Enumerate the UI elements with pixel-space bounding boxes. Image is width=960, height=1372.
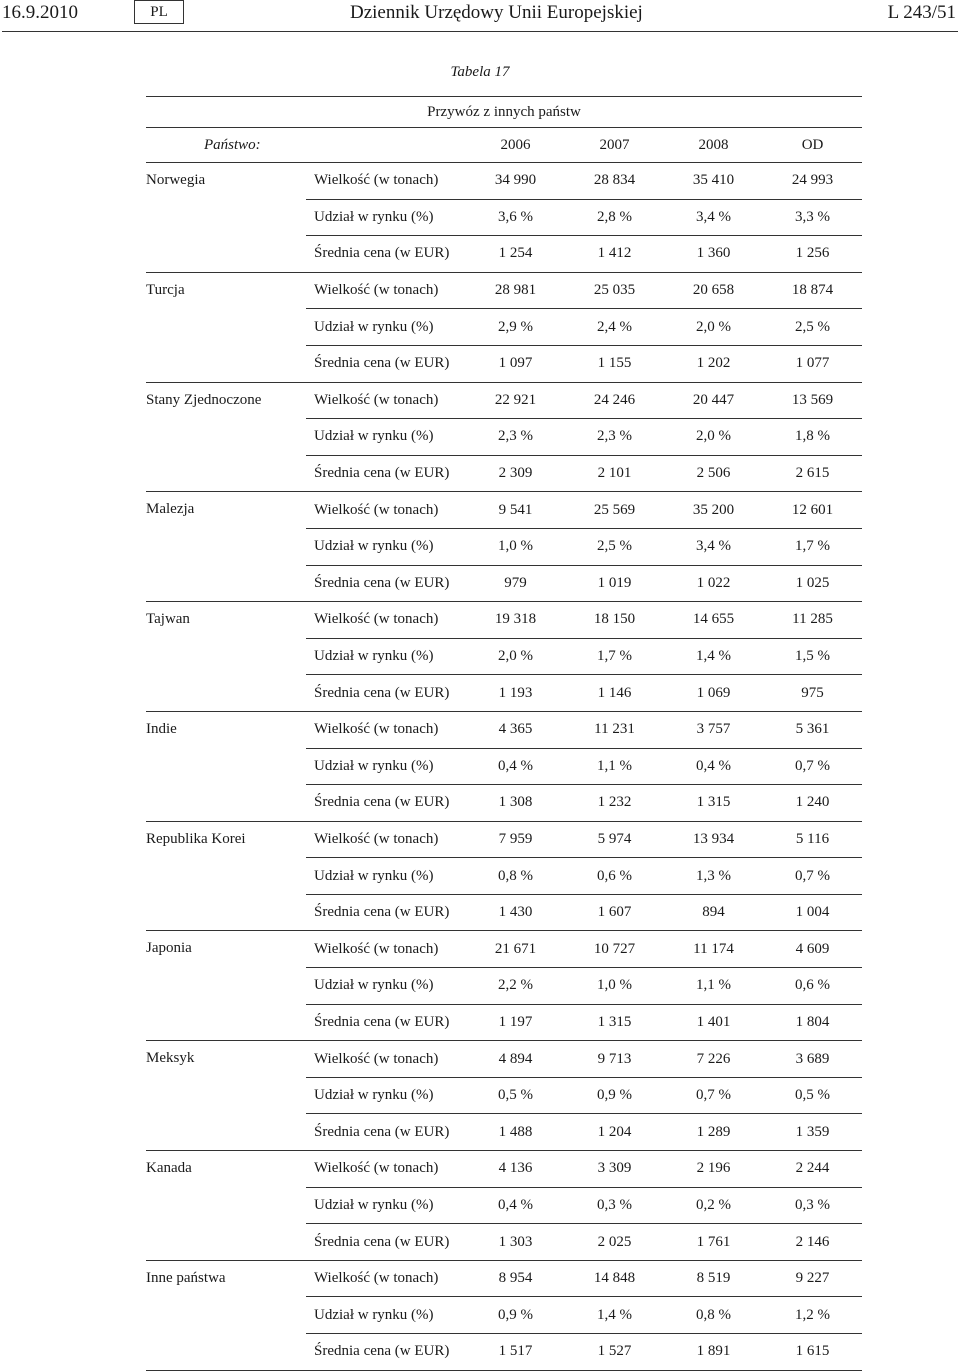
publication-date: 16.9.2010 (2, 2, 78, 23)
year-header: OD (763, 128, 862, 163)
value-cell: 1 025 (763, 565, 862, 602)
value-cell: 1 202 (664, 345, 763, 382)
value-cell: 1 289 (664, 1114, 763, 1151)
value-cell: 3 757 (664, 711, 763, 748)
table-row (146, 1041, 862, 1078)
value-cell: 1 004 (763, 894, 862, 931)
year-header: 2007 (565, 128, 664, 163)
metric-label: Udział w rynku (%) (306, 309, 466, 346)
table-row (146, 163, 862, 200)
metric-label: Wielkość (w tonach) (306, 821, 466, 858)
value-cell: 1 315 (565, 1004, 664, 1041)
country-name: Malezja (146, 492, 306, 602)
metric-label: Udział w rynku (%) (306, 1187, 466, 1224)
country-column-header: Państwo: (146, 128, 466, 163)
value-cell: 1,4 % (664, 638, 763, 675)
value-cell: 1 019 (565, 565, 664, 602)
value-cell: 7 959 (466, 821, 565, 858)
value-cell: 19 318 (466, 602, 565, 639)
value-cell: 2,5 % (565, 528, 664, 565)
value-cell: 1 197 (466, 1004, 565, 1041)
value-cell: 14 848 (565, 1260, 664, 1297)
value-cell: 2 309 (466, 455, 565, 492)
metric-label: Udział w rynku (%) (306, 528, 466, 565)
value-cell: 0,5 % (763, 1077, 862, 1114)
table-row (146, 711, 862, 748)
table-subheading-row (146, 97, 862, 128)
column-header-row (146, 128, 862, 163)
value-cell: 0,5 % (466, 1077, 565, 1114)
value-cell: 14 655 (664, 602, 763, 639)
value-cell: 3 689 (763, 1041, 862, 1078)
value-cell: 18 150 (565, 602, 664, 639)
value-cell: 3 309 (565, 1151, 664, 1188)
value-cell: 24 993 (763, 163, 862, 200)
value-cell: 1 077 (763, 345, 862, 382)
value-cell: 1 607 (565, 894, 664, 931)
value-cell: 11 285 (763, 602, 862, 639)
value-cell: 1 254 (466, 236, 565, 273)
value-cell: 1,7 % (565, 638, 664, 675)
metric-label: Wielkość (w tonach) (306, 711, 466, 748)
value-cell: 13 934 (664, 821, 763, 858)
value-cell: 28 981 (466, 272, 565, 309)
value-cell: 18 874 (763, 272, 862, 309)
metric-label: Wielkość (w tonach) (306, 382, 466, 419)
value-cell: 1,0 % (565, 968, 664, 1005)
value-cell: 11 231 (565, 711, 664, 748)
metric-label: Udział w rynku (%) (306, 638, 466, 675)
value-cell: 1 022 (664, 565, 763, 602)
value-cell: 5 361 (763, 711, 862, 748)
value-cell: 0,3 % (763, 1187, 862, 1224)
value-cell: 1 146 (565, 675, 664, 712)
import-table (146, 96, 862, 1371)
value-cell: 0,8 % (664, 1297, 763, 1334)
value-cell: 1 240 (763, 785, 862, 822)
value-cell: 979 (466, 565, 565, 602)
value-cell: 3,4 % (664, 199, 763, 236)
metric-label: Średnia cena (w EUR) (306, 675, 466, 712)
country-name: Meksyk (146, 1041, 306, 1151)
value-cell: 1 303 (466, 1224, 565, 1261)
value-cell: 2,9 % (466, 309, 565, 346)
value-cell: 20 447 (664, 382, 763, 419)
value-cell: 13 569 (763, 382, 862, 419)
value-cell: 35 410 (664, 163, 763, 200)
table-row (146, 1151, 862, 1188)
table-body (146, 163, 862, 1371)
metric-label: Wielkość (w tonach) (306, 1260, 466, 1297)
value-cell: 21 671 (466, 931, 565, 968)
metric-label: Wielkość (w tonach) (306, 163, 466, 200)
value-cell: 1,5 % (763, 638, 862, 675)
header-rule (2, 31, 958, 32)
value-cell: 2,0 % (466, 638, 565, 675)
table-row (146, 931, 862, 968)
value-cell: 4 894 (466, 1041, 565, 1078)
metric-label: Średnia cena (w EUR) (306, 894, 466, 931)
value-cell: 0,7 % (763, 858, 862, 895)
value-cell: 0,4 % (466, 748, 565, 785)
value-cell: 20 658 (664, 272, 763, 309)
value-cell: 34 990 (466, 163, 565, 200)
metric-label: Wielkość (w tonach) (306, 602, 466, 639)
year-header: 2006 (466, 128, 565, 163)
value-cell: 1 204 (565, 1114, 664, 1151)
metric-label: Udział w rynku (%) (306, 419, 466, 456)
value-cell: 2 101 (565, 455, 664, 492)
metric-label: Średnia cena (w EUR) (306, 1004, 466, 1041)
metric-label: Wielkość (w tonach) (306, 272, 466, 309)
value-cell: 0,4 % (664, 748, 763, 785)
value-cell: 7 226 (664, 1041, 763, 1078)
value-cell: 8 519 (664, 1260, 763, 1297)
country-name: Indie (146, 711, 306, 821)
value-cell: 2 196 (664, 1151, 763, 1188)
value-cell: 1 155 (565, 345, 664, 382)
country-name: Inne państwa (146, 1260, 306, 1370)
value-cell: 894 (664, 894, 763, 931)
table-row (146, 821, 862, 858)
value-cell: 9 713 (565, 1041, 664, 1078)
table-row (146, 492, 862, 529)
value-cell: 1 488 (466, 1114, 565, 1151)
value-cell: 9 541 (466, 492, 565, 529)
value-cell: 1 891 (664, 1334, 763, 1371)
value-cell: 1,0 % (466, 528, 565, 565)
value-cell: 1 308 (466, 785, 565, 822)
value-cell: 2,0 % (664, 419, 763, 456)
value-cell: 1 097 (466, 345, 565, 382)
metric-label: Wielkość (w tonach) (306, 931, 466, 968)
value-cell: 0,9 % (466, 1297, 565, 1334)
metric-label: Średnia cena (w EUR) (306, 1114, 466, 1151)
metric-label: Średnia cena (w EUR) (306, 565, 466, 602)
metric-label: Udział w rynku (%) (306, 1297, 466, 1334)
value-cell: 1 412 (565, 236, 664, 273)
metric-label: Udział w rynku (%) (306, 748, 466, 785)
metric-label: Średnia cena (w EUR) (306, 345, 466, 382)
value-cell: 0,6 % (763, 968, 862, 1005)
table-caption: Tabela 17 (450, 64, 510, 80)
value-cell: 8 954 (466, 1260, 565, 1297)
value-cell: 1 193 (466, 675, 565, 712)
value-cell: 1 804 (763, 1004, 862, 1041)
value-cell: 1 761 (664, 1224, 763, 1261)
value-cell: 1,2 % (763, 1297, 862, 1334)
value-cell: 1 232 (565, 785, 664, 822)
value-cell: 1 430 (466, 894, 565, 931)
value-cell: 11 174 (664, 931, 763, 968)
value-cell: 2,3 % (466, 419, 565, 456)
value-cell: 1 517 (466, 1334, 565, 1371)
value-cell: 1,7 % (763, 528, 862, 565)
value-cell: 4 365 (466, 711, 565, 748)
metric-label: Udział w rynku (%) (306, 968, 466, 1005)
metric-label: Wielkość (w tonach) (306, 492, 466, 529)
country-name: Tajwan (146, 602, 306, 712)
value-cell: 2,4 % (565, 309, 664, 346)
value-cell: 1 401 (664, 1004, 763, 1041)
value-cell: 2 506 (664, 455, 763, 492)
country-name: Republika Korei (146, 821, 306, 931)
country-name: Kanada (146, 1151, 306, 1261)
value-cell: 2 615 (763, 455, 862, 492)
value-cell: 1 315 (664, 785, 763, 822)
value-cell: 975 (763, 675, 862, 712)
country-name: Japonia (146, 931, 306, 1041)
metric-label: Średnia cena (w EUR) (306, 1224, 466, 1261)
value-cell: 22 921 (466, 382, 565, 419)
value-cell: 2 025 (565, 1224, 664, 1261)
page-reference: L 243/51 (887, 2, 956, 23)
value-cell: 1 069 (664, 675, 763, 712)
value-cell: 2,3 % (565, 419, 664, 456)
value-cell: 1,3 % (664, 858, 763, 895)
value-cell: 5 974 (565, 821, 664, 858)
value-cell: 3,6 % (466, 199, 565, 236)
metric-label: Udział w rynku (%) (306, 858, 466, 895)
value-cell: 2,8 % (565, 199, 664, 236)
country-name: Stany Zjednoczone (146, 382, 306, 492)
value-cell: 1,8 % (763, 419, 862, 456)
value-cell: 2 146 (763, 1224, 862, 1261)
value-cell: 4 609 (763, 931, 862, 968)
metric-label: Wielkość (w tonach) (306, 1151, 466, 1188)
table-subheading: Przywóz z innych państw (146, 97, 862, 128)
value-cell: 1 527 (565, 1334, 664, 1371)
value-cell: 3,3 % (763, 199, 862, 236)
value-cell: 5 116 (763, 821, 862, 858)
value-cell: 35 200 (664, 492, 763, 529)
metric-label: Udział w rynku (%) (306, 199, 466, 236)
page-header (0, 0, 960, 32)
table-row (146, 382, 862, 419)
value-cell: 1 359 (763, 1114, 862, 1151)
value-cell: 0,9 % (565, 1077, 664, 1114)
table-row (146, 1260, 862, 1297)
value-cell: 2 244 (763, 1151, 862, 1188)
value-cell: 0,4 % (466, 1187, 565, 1224)
journal-title: Dziennik Urzędowy Unii Europejskiej (350, 2, 643, 23)
metric-label: Średnia cena (w EUR) (306, 455, 466, 492)
value-cell: 0,6 % (565, 858, 664, 895)
value-cell: 2,2 % (466, 968, 565, 1005)
metric-label: Wielkość (w tonach) (306, 1041, 466, 1078)
value-cell: 9 227 (763, 1260, 862, 1297)
value-cell: 0,8 % (466, 858, 565, 895)
metric-label: Średnia cena (w EUR) (306, 236, 466, 273)
value-cell: 0,7 % (763, 748, 862, 785)
value-cell: 1,1 % (664, 968, 763, 1005)
value-cell: 3,4 % (664, 528, 763, 565)
value-cell: 0,2 % (664, 1187, 763, 1224)
value-cell: 10 727 (565, 931, 664, 968)
country-name: Turcja (146, 272, 306, 382)
table-row (146, 272, 862, 309)
value-cell: 1 256 (763, 236, 862, 273)
year-header: 2008 (664, 128, 763, 163)
value-cell: 2,5 % (763, 309, 862, 346)
value-cell: 0,3 % (565, 1187, 664, 1224)
value-cell: 1,4 % (565, 1297, 664, 1334)
value-cell: 25 569 (565, 492, 664, 529)
country-name: Norwegia (146, 163, 306, 273)
language-badge: PL (134, 0, 184, 24)
value-cell: 0,7 % (664, 1077, 763, 1114)
metric-label: Średnia cena (w EUR) (306, 785, 466, 822)
table-row (146, 602, 862, 639)
metric-label: Średnia cena (w EUR) (306, 1334, 466, 1371)
value-cell: 1 615 (763, 1334, 862, 1371)
value-cell: 25 035 (565, 272, 664, 309)
value-cell: 1 360 (664, 236, 763, 273)
value-cell: 28 834 (565, 163, 664, 200)
value-cell: 12 601 (763, 492, 862, 529)
metric-label: Udział w rynku (%) (306, 1077, 466, 1114)
value-cell: 1,1 % (565, 748, 664, 785)
value-cell: 4 136 (466, 1151, 565, 1188)
value-cell: 2,0 % (664, 309, 763, 346)
value-cell: 24 246 (565, 382, 664, 419)
